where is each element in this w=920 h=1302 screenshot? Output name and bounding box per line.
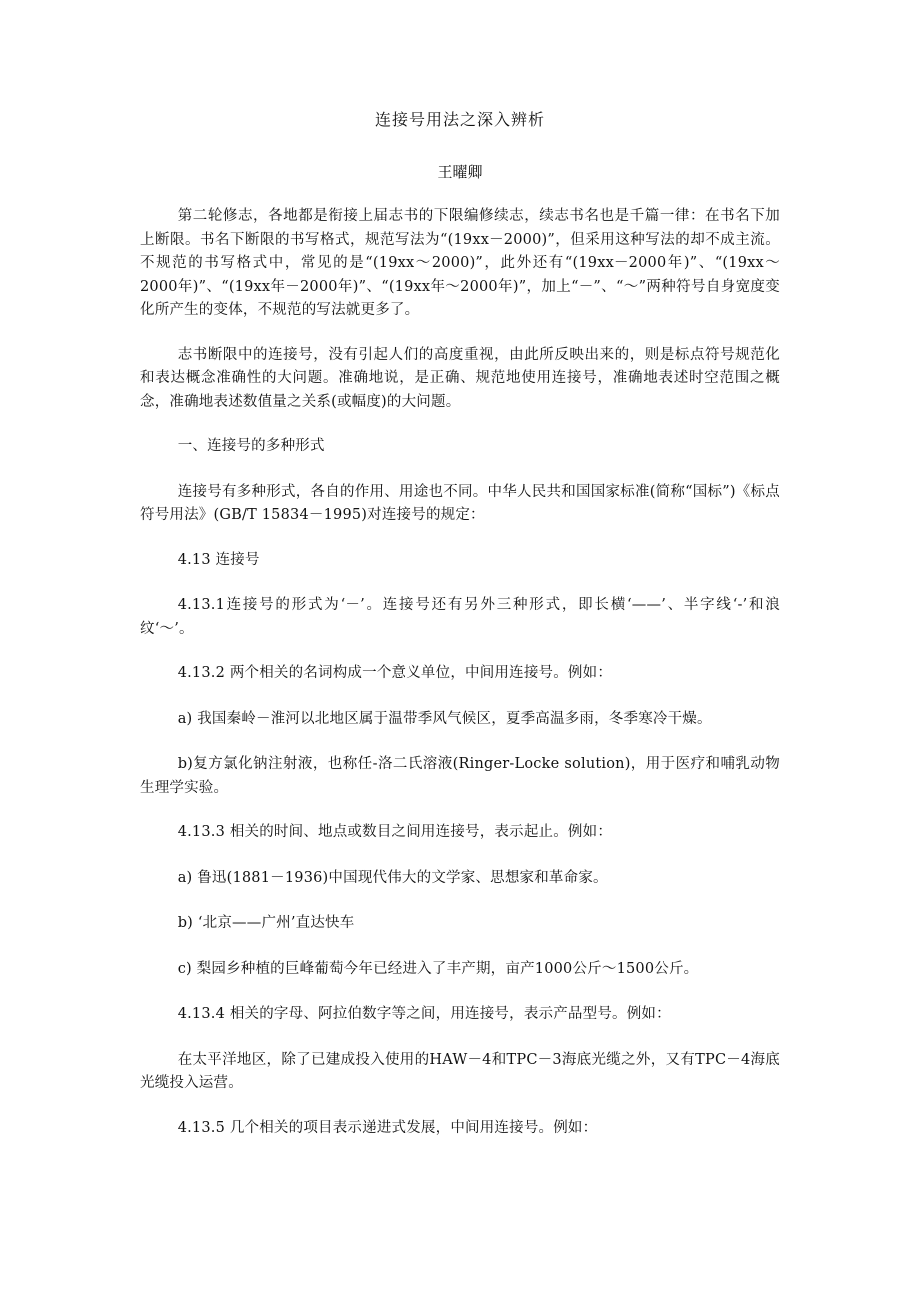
example-4-13-3-c: c) 梨园乡种植的巨峰葡萄今年已经进入了丰产期，亩产1000公斤～1500公斤。 bbox=[177, 960, 699, 977]
paragraph-intro: 第二轮修志，各地都是衔接上届志书的下限编修续志，续志书名也是千篇一律：在书名下加上断限。书名下断限的书写格式，规范写法为“(19xx－2000)”，但采用这种写法的却不成主流。不规范的书写格式中，常见的是“(19xx～2000)”，此外还有“(19xx－2000年)”、“(19xx～2000年)”、“(19xx年－2000年)”、“(19xx年～2000年)”，加上“－”、“～”两种符号自身宽度变化所产生的变体，不规范的写法就更多了。 bbox=[140, 208, 780, 318]
example-4-13-2-a: a) 我国秦岭－淮河以北地区属于温带季风气候区，夏季高温多雨，冬季寒冷干燥。 bbox=[177, 710, 712, 727]
paragraph-forms: 连接号有多种形式，各自的作用、用途也不同。中华人民共和国国家标准(简称“国标”)《标点符号用法》(GB/T 15834－1995)对连接号的规定： bbox=[140, 483, 780, 523]
document-author: 王曜卿 bbox=[437, 163, 483, 181]
paragraph-problem: 志书断限中的连接号，没有引起人们的高度重视，由此所反映出来的，则是标点符号规范化和表达概念准确性的大问题。准确地说，是正确、规范地使用连接号，准确地表述时空范围之概念，准确地表述数值量之关系(或幅度)的大问题。 bbox=[140, 346, 780, 410]
clause-4-13-3: 4.13.3 相关的时间、地点或数目之间用连接号，表示起止。例如： bbox=[177, 824, 613, 840]
document-page bbox=[140, 108, 780, 1162]
clause-4-13-1: 4.13.1连接号的形式为‘－’。连接号还有另外三种形式，即长横‘——’、半字线‘-’和浪纹‘～’。 bbox=[140, 597, 780, 637]
example-4-13-3-b: b) ‘北京——广州’直达快车 bbox=[177, 915, 355, 931]
clause-4-13-2: 4.13.2 两个相关的名词构成一个意义单位，中间用连接号。例如： bbox=[177, 665, 613, 681]
section-heading-1: 一、连接号的多种形式 bbox=[177, 438, 325, 454]
clause-4-13-4: 4.13.4 相关的字母、阿拉伯数字等之间，用连接号，表示产品型号。例如： bbox=[177, 1006, 671, 1022]
clause-4-13: 4.13 连接号 bbox=[177, 551, 260, 568]
example-4-13-3-a: a) 鲁迅(1881－1936)中国现代伟大的文学家、思想家和革命家。 bbox=[177, 869, 608, 886]
clause-4-13-5: 4.13.5 几个相关的项目表示递进式发展，中间用连接号。例如： bbox=[177, 1119, 598, 1136]
document-title: 连接号用法之深入辨析 bbox=[374, 110, 545, 129]
example-4-13-4: 在太平洋地区，除了已建成投入使用的HAW－4和TPC－3海底光缆之外，又有TPC－4海底光缆投入运营。 bbox=[140, 1051, 780, 1091]
example-4-13-2-b: b)复方氯化钠注射液，也称任-洛二氏溶液(Ringer-Locke solution)，用于医疗和哺乳动物生理学实验。 bbox=[140, 756, 780, 796]
